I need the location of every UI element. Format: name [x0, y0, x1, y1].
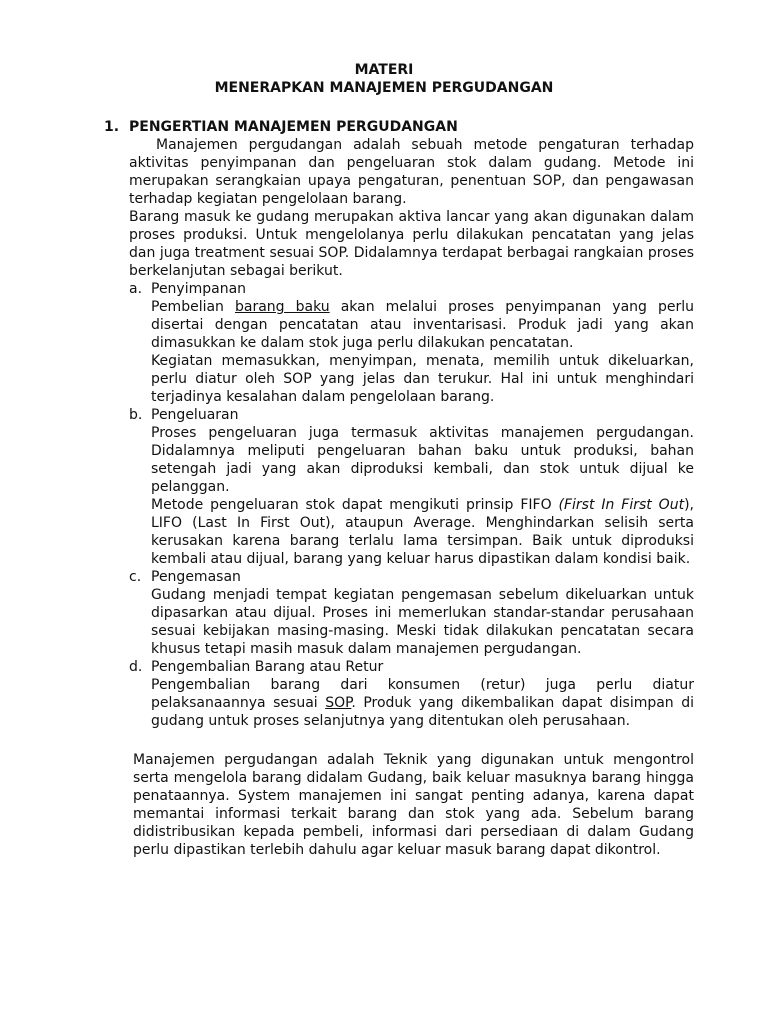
subsection-pengeluaran — [129, 406, 694, 568]
subsection-heading: Pengeluaran — [151, 407, 239, 423]
subsection-heading: Pengembalian Barang atau Retur — [151, 659, 384, 675]
barang-baku-link[interactable]: barang baku — [235, 299, 330, 315]
process-paragraph: Barang masuk ke gudang merupakan aktiva lancar yang akan digunakan dalam proses produksi. Untuk mengelolanya perlu dilakukan pencatatan yang jelas dan juga treatment sesuai SOP. Didalamnya terdapat berbagai rangkaian proses berkelanjutan sebagai berikut. — [129, 209, 694, 279]
subsection-paragraph — [151, 298, 694, 352]
subsection-letter: d. — [129, 659, 143, 675]
subsection-pengemasan — [129, 568, 694, 658]
subsection-penyimpanan — [129, 280, 694, 406]
closing-paragraph: Manajemen pergudangan adalah Teknik yang digunakan untuk mengontrol serta mengelola barang didalam Gudang, baik keluar masuknya barang hingga penataannya. System manajemen ini sangat penting adanya, karena dapat memantai informasi terkait barang dan stok yang ada. Sebelum barang didistribusikan kepada pembeli, informasi dari persediaan di dalam Gudang perlu dipastikan terlebih dahulu agar keluar masuk barang dapat dikontrol. — [133, 752, 694, 858]
subsection-heading: Pengemasan — [151, 569, 241, 585]
text-run: Metode pengeluaran stok dapat mengikuti prinsip FIFO — [151, 497, 559, 513]
subsection-retur — [129, 658, 694, 730]
subsection-paragraph: Gudang menjadi tempat kegiatan pengemasan sebelum dikeluarkan untuk dipasarkan atau dijual. Proses ini memerlukan standar-standar perusahaan sesuai kebijakan masing-masing. Meski tidak dilakukan pencatatan secara khusus tetapi masih masuk dalam manajemen pergudangan. — [151, 587, 694, 657]
text-run: akan melalui proses penyimpanan yang perlu disertai dengan pencatatan atau inventarisasi. Produk jadi yang akan dimasukkan ke dalam stok juga perlu dilakukan pencatatan. — [151, 299, 694, 351]
section-heading — [0, 118, 768, 136]
section-number: 1. — [104, 119, 120, 135]
subsection-heading: Penyimpanan — [151, 281, 247, 297]
doc-subtitle: MENERAPKAN MANAJEMEN PERGUDANGAN — [214, 80, 554, 96]
text-run: Pembelian — [151, 299, 235, 315]
subsection-letter: a. — [129, 281, 143, 297]
section-title: PENGERTIAN MANAJEMEN PERGUDANGAN — [129, 119, 458, 135]
text-run: . Produk yang dikembalikan dapat disimpan di gudang untuk proses selanjutnya yang ditentukan oleh perusahaan. — [151, 695, 694, 729]
text-run: Pengembalian barang dari konsumen (retur) juga perlu diatur pelaksanaannya sesuai — [151, 677, 694, 711]
sop-link[interactable]: SOP — [325, 695, 352, 711]
subsection-paragraph: Proses pengeluaran juga termasuk aktivitas manajemen pergudangan. Didalamnya meliputi pengeluaran bahan baku untuk produksi, bahan setengah jadi yang akan diproduksi kembali, dan stok untuk dijual ke pelanggan. — [151, 425, 694, 495]
subsection-letter: b. — [129, 407, 143, 423]
doc-title: MATERI — [354, 62, 414, 78]
subsection-paragraph: Kegiatan memasukkan, menyimpan, menata, memilih untuk dikeluarkan, perlu diatur oleh SOP yang jelas dan terukur. Hal ini untuk menghindari terjadinya kesalahan dalam pengelolaan barang. — [151, 353, 694, 405]
subsection-paragraph — [151, 676, 694, 730]
section-body — [0, 136, 768, 730]
closing-section — [0, 751, 768, 859]
subsection-paragraph — [151, 496, 694, 568]
fifo-italic: (First In First Out — [558, 497, 685, 513]
intro-paragraph: Manajemen pergudangan adalah sebuah metode pengaturan terhadap aktivitas penyimpanan dan pengeluaran stok dalam gudang. Metode ini merupakan serangkaian upaya pengaturan, penentuan SOP, dan pengawasan terhadap kegiatan pengelolaan barang. — [129, 137, 694, 207]
text-run: ), LIFO (Last In First Out), ataupun Average. Menghindarkan selisih serta kerusakan karena barang terlalu lama tersimpan. Baik untuk diproduksi kembali atau dijual, barang yang keluar harus dipastikan dalam kondisi baik. — [151, 497, 694, 567]
subsection-letter: c. — [129, 569, 142, 585]
